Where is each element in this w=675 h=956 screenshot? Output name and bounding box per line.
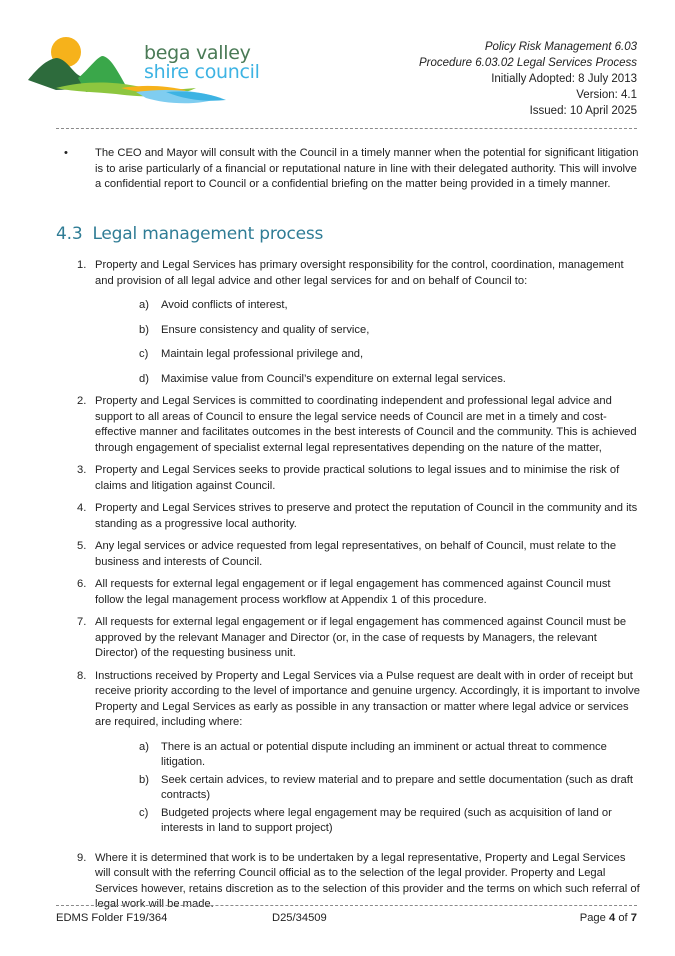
bullet-item [56, 146, 640, 193]
header-divider [56, 128, 637, 129]
page-number [580, 912, 637, 924]
list-item [56, 463, 640, 494]
item-text: Property and Legal Services is committed to coordinating independent and professional legal advice and support to all areas of Council to ensure the legal service needs of Council are met in a timely and cost-effective manner and facilitates outcomes in the best interests of Council and the community. This is achieved through engagement of specialist external legal representatives depending on the nature of the matter, [95, 395, 637, 454]
section-number: 4.3 [56, 224, 83, 244]
item-text: All requests for external legal engagement or if legal engagement has commenced against Council must follow the legal management process workflow at Appendix 1 of this procedure. [95, 578, 611, 606]
item-text: Instructions received by Property and Legal Services via a Pulse request are dealt with in order of receipt but receive priority according to the level of importance and genuine urgency. Accordingly, it is important to involve Property and Legal Services as early as possible in any transaction or matter where legal advice or services are required, including where: [95, 669, 640, 728]
item-text: All requests for external legal engagement or if legal engagement has commenced against Council must be approved by the relevant Manager and Director (or, in the case of requests by Managers, the relevant Director) of the requesting business unit. [95, 616, 627, 659]
sub-item [95, 806, 640, 837]
sub-item-text: There is an actual or potential dispute including an imminent or actual threat to commence litigation. [161, 740, 607, 768]
bullet-text: The CEO and Mayor will consult with the Council in a timely manner when the potential for significant litigation is to arise particularly of a financial or reputational nature in line with their delegated authority. This will involve a confidential report to Council or a confidential briefing on the matter being provided in a timely manner. [95, 147, 639, 190]
page-prefix: Page [579, 912, 609, 924]
bega-valley-logo [26, 28, 276, 113]
section-title: Legal management process [92, 224, 324, 244]
item-number: 6. [77, 578, 87, 590]
bullet-icon: • [64, 147, 68, 159]
logo-line-1: bega valley [144, 42, 251, 64]
sub-item [95, 740, 640, 771]
sub-item [95, 773, 640, 804]
sub-item-text: Budgeted projects where legal engagement may be required (such as acquisition of land or interests in land to support project) [161, 806, 612, 834]
list-item [56, 501, 640, 532]
page-current: 4 [608, 912, 616, 924]
item-text: Property and Legal Services seeks to provide practical solutions to legal issues and to minimise the risk of claims and litigation against Council. [95, 464, 620, 492]
sub-item-letter: b) [139, 773, 149, 786]
numbered-list [56, 258, 640, 920]
sub-item [95, 298, 640, 314]
list-item [56, 615, 640, 662]
bullet-list [56, 146, 640, 193]
page-of: of [615, 912, 631, 924]
sub-item-text: Maximise value from Council’s expenditure on external legal services. [161, 372, 506, 385]
edms-folder: EDMS Folder F19/364 [56, 912, 168, 924]
section-heading [56, 224, 323, 244]
list-item [56, 577, 640, 608]
sub-item-letter: d) [139, 372, 149, 385]
item-number: 8. [77, 669, 87, 682]
item-number: 1. [77, 259, 87, 271]
sub-item-letter: c) [139, 348, 149, 360]
sub-item-text: Maintain legal professional privilege and, [161, 348, 364, 360]
issued-date: Issued: 10 April 2025 [529, 105, 637, 117]
logo-line-2: shire council [144, 61, 260, 83]
document-id: D25/34509 [272, 912, 327, 924]
list-item [56, 851, 640, 913]
list-item [56, 669, 640, 837]
logo-wordmark [144, 44, 260, 82]
item-number: 5. [77, 540, 87, 552]
item-text: Property and Legal Services strives to preserve and protect the reputation of Council in the community and its standing as a progressive local authority. [95, 502, 638, 530]
sub-item [95, 372, 640, 388]
item-number: 3. [77, 464, 87, 476]
adopted-date: Initially Adopted: 8 July 2013 [491, 73, 637, 85]
item-text: Any legal services or advice requested from legal representatives, on behalf of Council, must relate to the business and interests of Council. [95, 540, 617, 568]
item-number: 2. [77, 395, 87, 407]
list-item [56, 258, 640, 387]
sub-item-text: Seek certain advices, to review material and to prepare and settle documentation (such as draft contracts) [161, 773, 633, 801]
sub-item-letter: b) [139, 323, 149, 336]
sub-item [95, 347, 640, 363]
policy-name: Policy Risk Management 6.03 [484, 41, 637, 53]
version: Version: 4.1 [576, 89, 637, 101]
document-header-meta [419, 39, 637, 119]
sub-item-letter: c) [139, 806, 149, 819]
item-text: Where it is determined that work is to be undertaken by a legal representative, Property and Legal Services will consult with the referring Council official as to the selection of the legal provider. Property and Legal Services however, retains discretion as to the selection of this provider and the terms on which such referral of legal work will be made. [95, 851, 640, 910]
page-total: 7 [630, 912, 637, 924]
procedure-name: Procedure 6.03.02 Legal Services Process [419, 57, 637, 69]
list-item [56, 394, 640, 456]
item-number: 9. [77, 851, 87, 864]
item-number: 4. [77, 502, 87, 514]
sub-item-text: Ensure consistency and quality of service, [161, 323, 370, 336]
sub-item-letter: a) [139, 299, 149, 311]
item-text: Property and Legal Services has primary oversight responsibility for the control, coordination, management and provision of all legal advice and other legal services for and on behalf of Council to: [95, 259, 624, 287]
sub-item [95, 323, 640, 339]
item-number: 7. [77, 616, 87, 628]
sub-item-letter: a) [139, 740, 149, 753]
footer-divider [56, 905, 637, 906]
sub-item-text: Avoid conflicts of interest, [161, 299, 288, 311]
list-item [56, 539, 640, 570]
